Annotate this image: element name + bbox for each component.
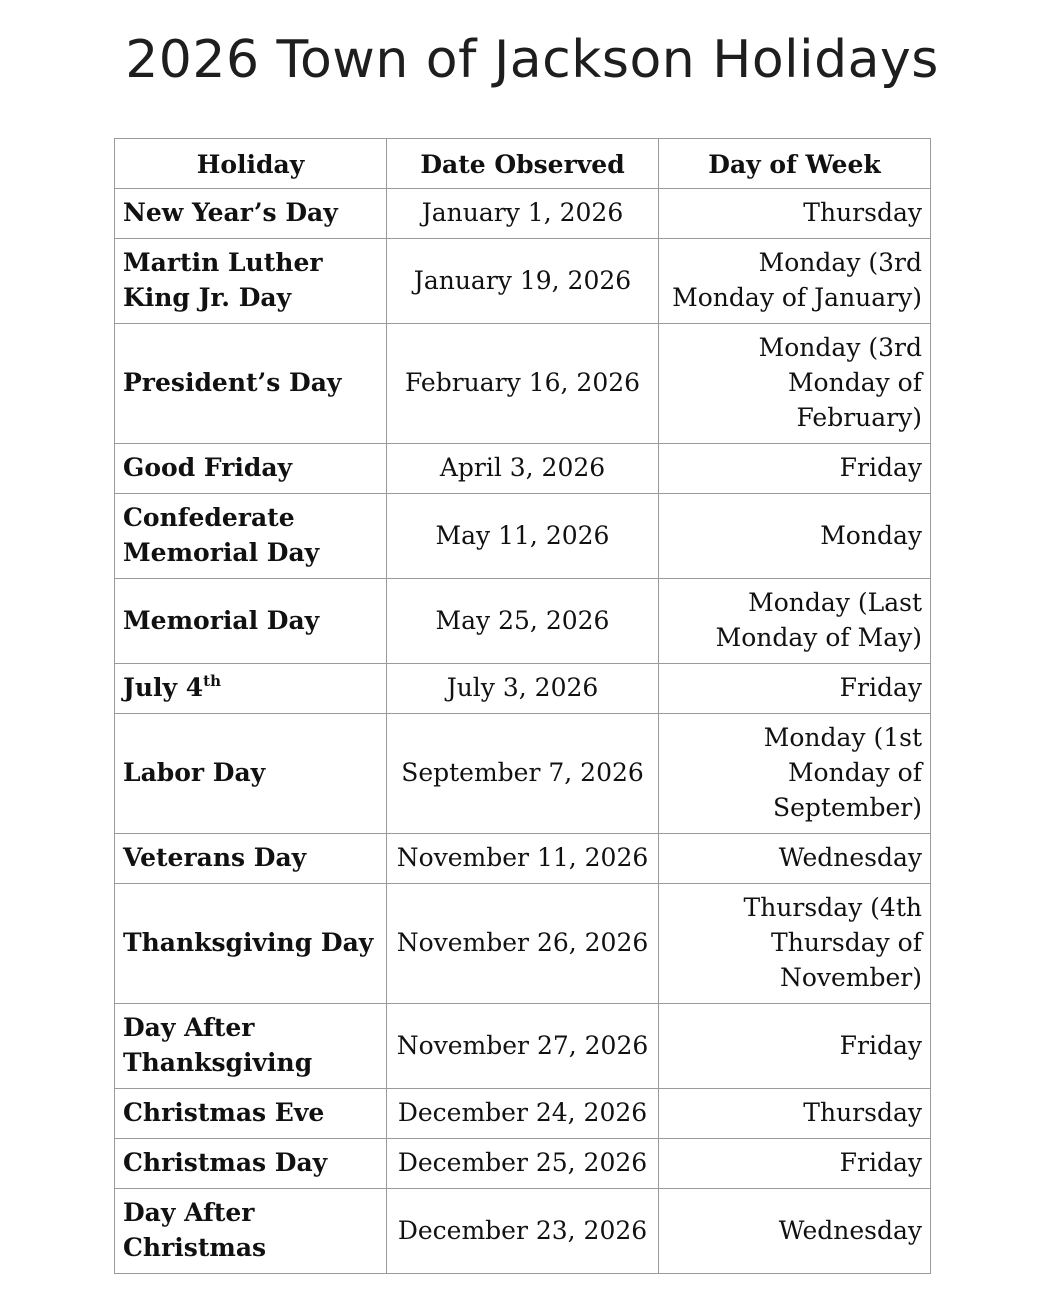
holiday-day-of-week: Friday (659, 1139, 931, 1189)
holiday-day-of-week: Friday (659, 664, 931, 714)
holiday-date: May 11, 2026 (387, 494, 659, 579)
table-row (115, 579, 931, 664)
holiday-date: February 16, 2026 (387, 324, 659, 444)
holiday-name: Christmas Day (115, 1139, 387, 1189)
holiday-day-of-week: Monday (1st Monday of September) (659, 714, 931, 834)
page-title: 2026 Town of Jackson Holidays (125, 30, 939, 90)
holiday-name: Labor Day (115, 714, 387, 834)
holiday-name: President’s Day (115, 324, 387, 444)
holiday-date: May 25, 2026 (387, 579, 659, 664)
table-body (115, 189, 931, 1274)
holiday-name (115, 664, 387, 714)
holiday-name: New Year’s Day (115, 189, 387, 239)
holiday-date: January 1, 2026 (387, 189, 659, 239)
table-row (115, 714, 931, 834)
holiday-name-text: July 4 (123, 673, 204, 702)
holiday-name: Veterans Day (115, 834, 387, 884)
holiday-name: Good Friday (115, 444, 387, 494)
holiday-date: September 7, 2026 (387, 714, 659, 834)
holiday-name: Thanksgiving Day (115, 884, 387, 1004)
table-row (115, 239, 931, 324)
holiday-date: November 11, 2026 (387, 834, 659, 884)
holiday-name: Christmas Eve (115, 1089, 387, 1139)
holiday-day-of-week: Friday (659, 1004, 931, 1089)
table-row (115, 834, 931, 884)
holiday-date: November 26, 2026 (387, 884, 659, 1004)
holiday-name: Memorial Day (115, 579, 387, 664)
table-row (115, 1189, 931, 1274)
holiday-day-of-week: Monday (659, 494, 931, 579)
table-row (115, 444, 931, 494)
holiday-name: Day After Christmas (115, 1189, 387, 1274)
holiday-day-of-week: Monday (3rd Monday of January) (659, 239, 931, 324)
header-holiday: Holiday (115, 139, 387, 189)
holiday-date: January 19, 2026 (387, 239, 659, 324)
holiday-day-of-week: Wednesday (659, 1189, 931, 1274)
holiday-day-of-week: Thursday (4th Thursday of November) (659, 884, 931, 1004)
table-row (115, 189, 931, 239)
table-row (115, 324, 931, 444)
holiday-day-of-week: Monday (Last Monday of May) (659, 579, 931, 664)
table-row (115, 494, 931, 579)
table-row (115, 1139, 931, 1189)
holiday-date: December 24, 2026 (387, 1089, 659, 1139)
holiday-day-of-week: Monday (3rd Monday of February) (659, 324, 931, 444)
table-row (115, 664, 931, 714)
holiday-date: July 3, 2026 (387, 664, 659, 714)
holiday-date: November 27, 2026 (387, 1004, 659, 1089)
holiday-day-of-week: Thursday (659, 189, 931, 239)
table-row (115, 1004, 931, 1089)
header-date-observed: Date Observed (387, 139, 659, 189)
table-header (115, 139, 931, 189)
holiday-date: April 3, 2026 (387, 444, 659, 494)
holiday-day-of-week: Thursday (659, 1089, 931, 1139)
holiday-day-of-week: Wednesday (659, 834, 931, 884)
header-day-of-week: Day of Week (659, 139, 931, 189)
holiday-date: December 25, 2026 (387, 1139, 659, 1189)
header-row (115, 139, 931, 189)
ordinal-suffix: th (203, 672, 221, 690)
holiday-name: Day After Thanksgiving (115, 1004, 387, 1089)
holiday-name: Martin Luther King Jr. Day (115, 239, 387, 324)
holidays-table (114, 138, 931, 1274)
holiday-date: December 23, 2026 (387, 1189, 659, 1274)
table-row (115, 1089, 931, 1139)
holiday-name: Confederate Memorial Day (115, 494, 387, 579)
holiday-day-of-week: Friday (659, 444, 931, 494)
table-row (115, 884, 931, 1004)
